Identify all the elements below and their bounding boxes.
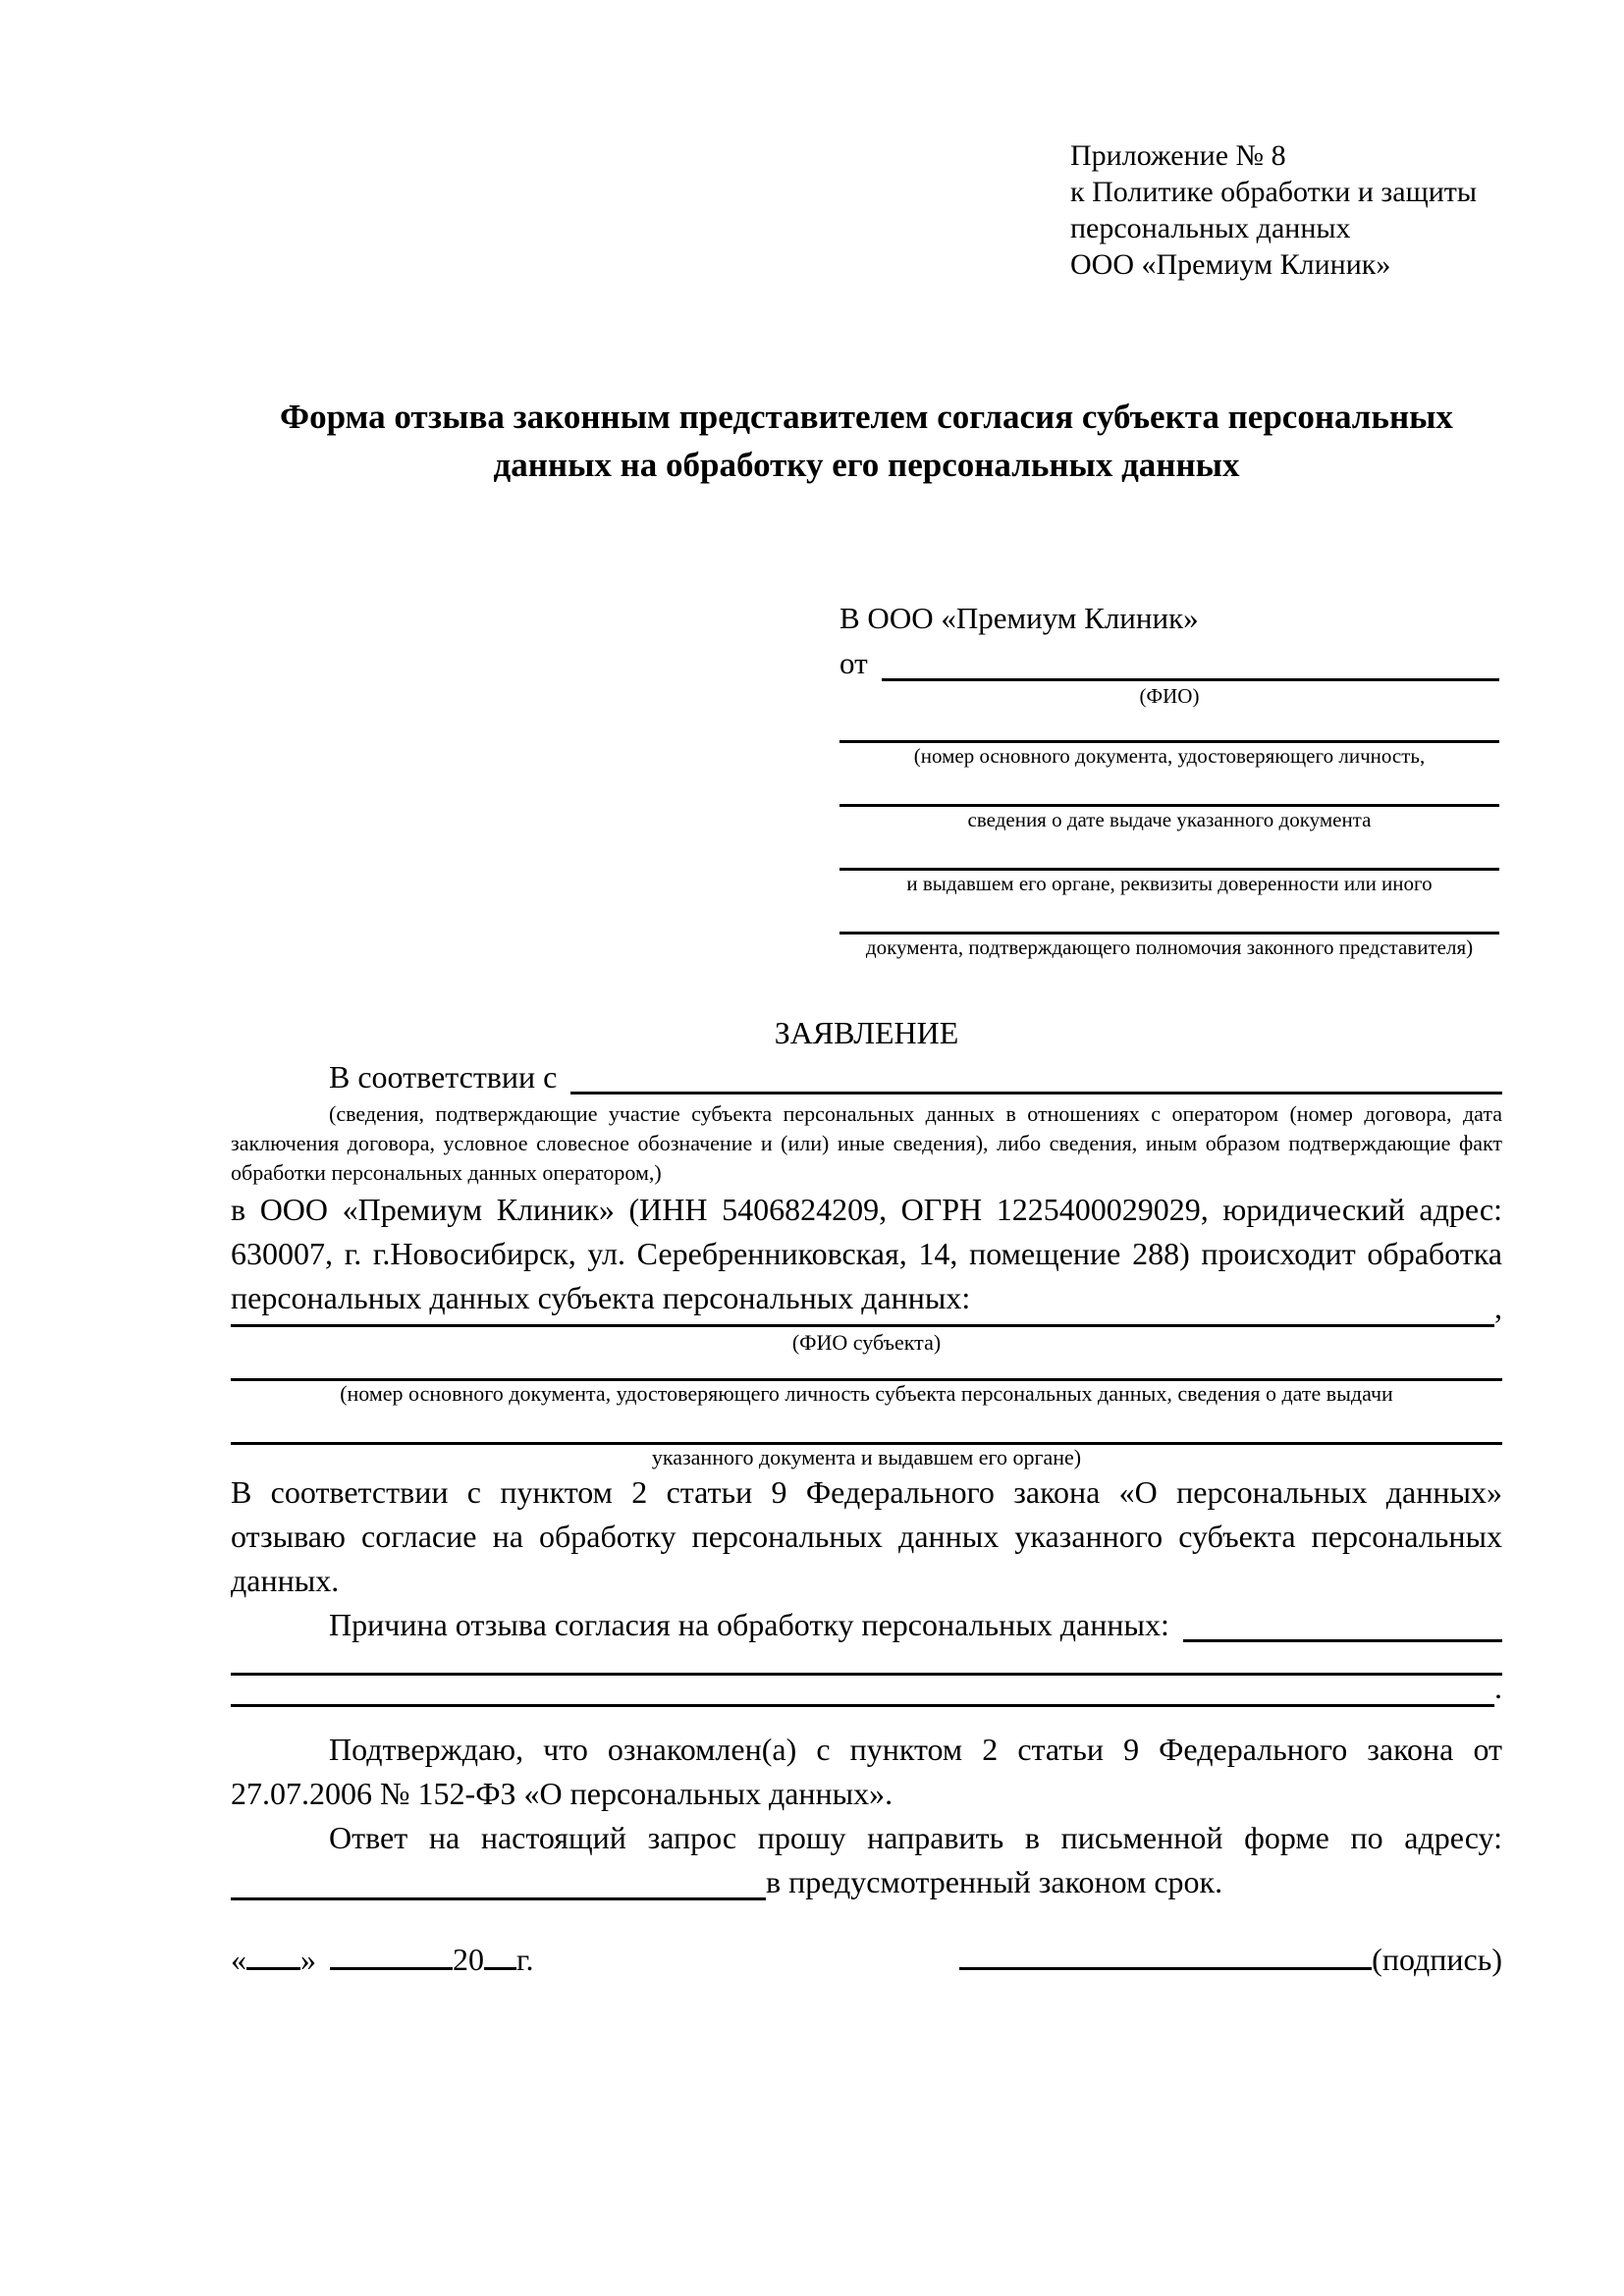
acknowledge-paragraph: Подтверждаю, что ознакомлен(а) с пунктом 2 статьи 9 Федерального закона от 27.07.2006 № 152-ФЗ «О персональных данных». <box>231 1732 1502 1811</box>
response-address-row <box>231 1860 1502 1904</box>
subject-fio-blank-line <box>231 1324 1494 1327</box>
appendix-line-3: персональных данных <box>1070 212 1351 244</box>
close-quote: » <box>300 1942 316 1977</box>
signature-blank-line <box>959 1936 1372 1970</box>
from-row <box>839 646 1499 683</box>
from-label: от <box>839 646 868 680</box>
operator-paragraph: в ООО «Премиум Клиник» (ИНН 5406824209, ОГРН 1225400029029, юридический адрес: 630007, г. г.Новосибирск, ул. Серебренниковская, 14, помещение 288) происходит обработка персональных данных субъекта персональных данных: <box>231 1192 1502 1315</box>
representative-doc-blank-line-3 <box>839 832 1499 871</box>
response-tail: в предусмотренный законом срок. <box>766 1864 1223 1899</box>
response-address-blank-line <box>231 1897 766 1900</box>
reason-label: Причина отзыва согласия на обработку персональных данных: <box>329 1607 1169 1642</box>
withdrawal-paragraph: В соответствии с пунктом 2 статьи 9 Федерального закона «О персональных данных» отзываю согласие на обработку персональных данных указанного субъекта персональных данных. <box>231 1474 1502 1598</box>
representative-doc-blank-line-1 <box>839 709 1499 743</box>
basis-row <box>231 1055 1502 1099</box>
reason-blank-line-1 <box>1183 1639 1502 1642</box>
fio-caption: (ФИО) <box>1139 684 1200 708</box>
appendix-line-2: к Политике обработки и защиты <box>1070 176 1478 208</box>
comma-after-line: , <box>1494 1290 1502 1325</box>
month-blank-line <box>330 1936 453 1970</box>
appendix-line-1: Приложение № 8 <box>1070 139 1286 172</box>
doc-caption-4: документа, подтверждающего полномочия законного представителя) <box>865 935 1474 959</box>
addressee-block <box>839 599 1499 960</box>
signature-row <box>231 1936 1502 1978</box>
doc-caption-3: и выдавшем его органе, реквизиты доверенности или иного <box>906 872 1433 895</box>
document-title: Форма отзыва законным представителем согласия субъекта персональных данных на обработку его персональных данных <box>280 398 1453 484</box>
appendix-block <box>1070 137 1477 283</box>
subject-doc-caption-2: указанного документа и выдавшем его органе) <box>651 1445 1082 1469</box>
statement-heading: ЗАЯВЛЕНИЕ <box>774 1015 959 1050</box>
reason-blank-line-3 <box>231 1704 1494 1707</box>
representative-doc-blank-line-4 <box>839 896 1499 934</box>
reason-last-row <box>231 1670 1502 1710</box>
signature-caption: (подпись) <box>1372 1942 1502 1977</box>
subject-fio-caption: (ФИО субъекта) <box>791 1330 942 1355</box>
sign-group <box>959 1936 1502 1978</box>
doc-caption-2: сведения о дате выдаче указанного документа <box>967 808 1372 831</box>
basis-label: В соответствии с <box>329 1059 558 1095</box>
year-blank-line <box>484 1936 516 1970</box>
reason-row <box>231 1603 1502 1647</box>
period-after-line: . <box>1494 1670 1502 1705</box>
statement-section <box>231 1011 1502 1904</box>
reason-blank-line-2 <box>231 1647 1502 1676</box>
addressee-to: В ООО «Премиум Клиник» <box>839 601 1199 635</box>
response-paragraph: Ответ на настоящий запрос прошу направить в письменной форме по адресу: <box>329 1820 1502 1855</box>
appendix-line-4: ООО «Премиум Клиник» <box>1070 248 1391 281</box>
day-blank-line <box>246 1936 300 1970</box>
doc-caption-1: (номер основного документа, удостоверяющего личность, <box>913 744 1426 768</box>
year-suffix: г. <box>516 1942 534 1977</box>
subject-doc-blank-line-2 <box>231 1407 1502 1445</box>
basis-blank-line <box>570 1092 1502 1095</box>
date-group <box>231 1936 534 1978</box>
representative-doc-blank-line-2 <box>839 769 1499 807</box>
subject-doc-blank-line-1 <box>231 1356 1502 1381</box>
representative-fio-blank-line <box>882 678 1499 681</box>
year-prefix: 20 <box>453 1942 484 1977</box>
open-quote: « <box>231 1942 246 1977</box>
subject-fio-row <box>231 1290 1502 1330</box>
subject-doc-caption-1: (номер основного документа, удостоверяющего личность субъекта персональных данных, сведения о дате выдачи <box>340 1381 1393 1406</box>
basis-note: (сведения, подтверждающие участие субъекта персональных данных в отношениях с оператором (номер договора, дата заключения договора, условное словесное обозначение и (или) иные сведения), либо сведения, иным образом подтверждающие факт обработки персональных данных оператором,) <box>231 1101 1502 1185</box>
